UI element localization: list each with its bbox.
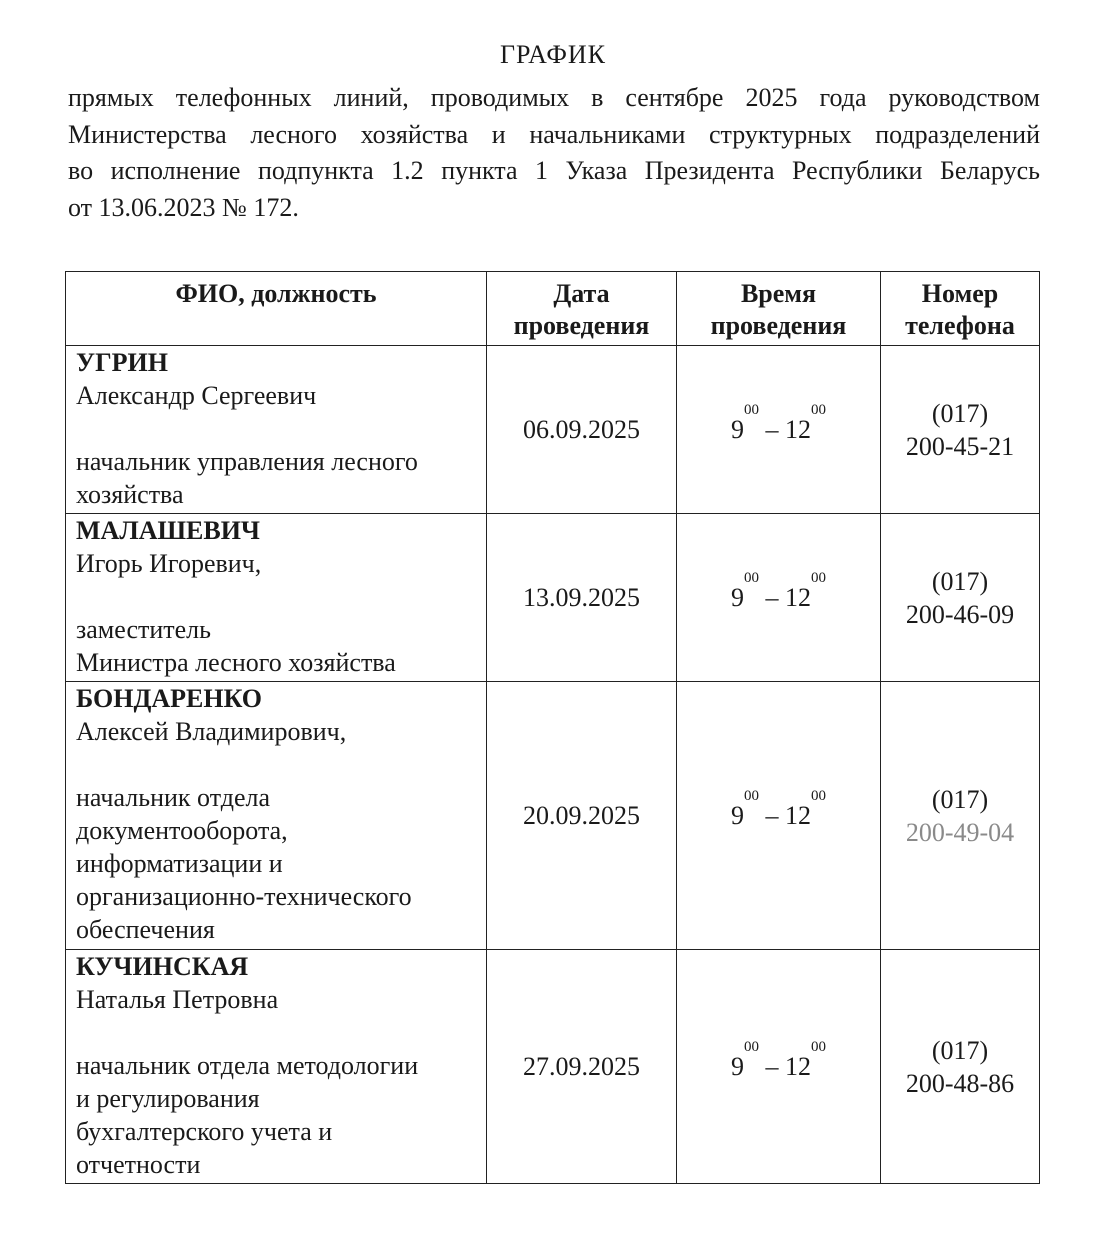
phone-code: (017)	[931, 566, 989, 596]
person-position-line: документооборота,	[76, 816, 288, 845]
phone-code: (017)	[931, 1035, 989, 1065]
phone-cell	[881, 682, 1040, 950]
person-surname: КУЧИНСКАЯ	[76, 952, 249, 981]
person-given-name: Александр Сергеевич	[76, 381, 317, 410]
person-surname: БОНДАРЕНКО	[76, 684, 262, 713]
header-phone	[881, 272, 1040, 346]
intro-line: во исполнение подпункта 1.2 пункта 1 Указа Президента Республики Беларусь	[68, 156, 1040, 185]
phone-cell	[881, 950, 1040, 1184]
intro-line: Министерства лесного хозяйства и начальниками структурных подразделений	[68, 119, 1040, 149]
time-start-hour: 9	[731, 583, 744, 612]
time-end-hour: 12	[785, 583, 811, 612]
intro-line: от 13.06.2023 № 172.	[68, 192, 299, 222]
person-position-line: начальник отдела	[76, 783, 271, 812]
header-time	[677, 272, 881, 346]
time-dash: –	[759, 583, 785, 612]
person-given-name: Наталья Петровна	[76, 985, 279, 1014]
time-dash: –	[759, 1052, 785, 1081]
table-row	[66, 346, 1040, 514]
phone-number: 200-46-09	[905, 599, 1015, 629]
header-date-line: Дата	[553, 279, 610, 308]
table-row	[66, 682, 1040, 950]
date-cell: 13.09.2025	[487, 514, 677, 682]
phone-code: (017)	[931, 398, 989, 428]
time-start-hour: 9	[731, 415, 744, 444]
header-date	[487, 272, 677, 346]
header-date-line: проведения	[513, 311, 650, 340]
person-position-line: обеспечения	[76, 915, 215, 944]
time-end-hour: 12	[785, 801, 811, 830]
table-header-row	[66, 272, 1040, 346]
header-name: ФИО, должность	[66, 272, 487, 346]
person-surname: МАЛАШЕВИЧ	[76, 516, 261, 545]
time-start-minutes: 00	[744, 570, 759, 586]
intro-line: прямых телефонных линий, проводимых в сентябре 2025 года руководством	[68, 83, 1040, 112]
time-end-minutes: 00	[811, 402, 826, 418]
person-position-line: организационно-технического	[76, 882, 412, 911]
person-given-name: Алексей Владимирович,	[76, 717, 347, 746]
person-position-line: отчетности	[76, 1150, 201, 1179]
time-end-minutes: 00	[811, 1039, 826, 1055]
header-time-line: проведения	[710, 311, 847, 340]
time-dash: –	[759, 801, 785, 830]
date-cell: 27.09.2025	[487, 950, 677, 1184]
schedule-table	[65, 271, 1040, 1184]
time-cell	[677, 514, 881, 682]
person-position-line: информатизации и	[76, 849, 283, 878]
person-position-line: заместитель	[76, 615, 212, 644]
time-dash: –	[759, 415, 785, 444]
person-cell	[66, 514, 487, 682]
person-position-line: Министра лесного хозяйства	[76, 648, 396, 677]
person-position-line: и регулирования	[76, 1084, 260, 1113]
document-intro	[68, 80, 1040, 226]
phone-cell	[881, 514, 1040, 682]
person-position-line: начальник отдела методологии	[76, 1051, 419, 1080]
phone-number: 200-48-86	[905, 1068, 1015, 1098]
time-end-hour: 12	[785, 415, 811, 444]
time-cell	[677, 346, 881, 514]
person-position-line: хозяйства	[76, 480, 184, 509]
time-cell	[677, 682, 881, 950]
person-cell	[66, 682, 487, 950]
time-end-hour: 12	[785, 1052, 811, 1081]
person-position-line: начальник управления лесного	[76, 447, 418, 476]
time-start-hour: 9	[731, 1052, 744, 1081]
person-surname: УГРИН	[76, 348, 168, 377]
phone-number: 200-49-04	[905, 817, 1015, 847]
person-cell	[66, 346, 487, 514]
header-phone-line: Номер	[921, 279, 999, 308]
time-start-minutes: 00	[744, 788, 759, 804]
date-cell: 06.09.2025	[487, 346, 677, 514]
header-time-line: Время	[740, 279, 817, 308]
phone-code: (017)	[931, 784, 989, 814]
person-cell	[66, 950, 487, 1184]
person-position-line: бухгалтерского учета и	[76, 1117, 333, 1146]
phone-cell	[881, 346, 1040, 514]
time-start-minutes: 00	[744, 1039, 759, 1055]
document-title: ГРАФИК	[500, 40, 606, 69]
table-row	[66, 950, 1040, 1184]
date-cell: 20.09.2025	[487, 682, 677, 950]
phone-number: 200-45-21	[905, 431, 1015, 461]
table-row	[66, 514, 1040, 682]
time-cell	[677, 950, 881, 1184]
header-phone-line: телефона	[905, 311, 1015, 340]
time-start-minutes: 00	[744, 402, 759, 418]
person-given-name: Игорь Игоревич,	[76, 549, 262, 578]
time-end-minutes: 00	[811, 570, 826, 586]
time-end-minutes: 00	[811, 788, 826, 804]
time-start-hour: 9	[731, 801, 744, 830]
